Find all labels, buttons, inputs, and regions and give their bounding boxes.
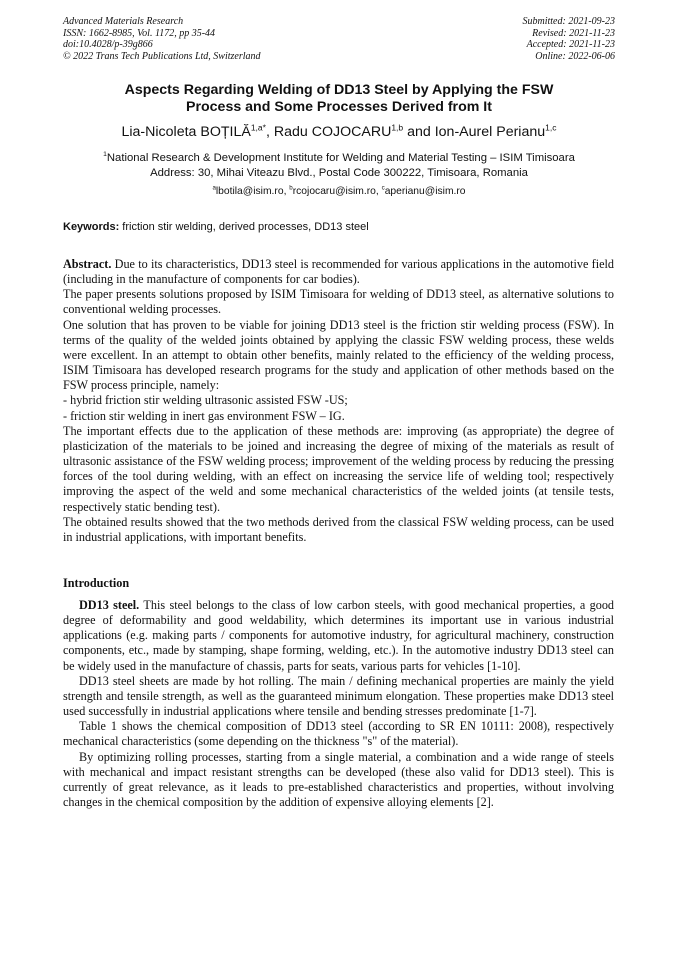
- revised-date: Revised: 2021-11-23: [532, 27, 615, 39]
- abstract-paragraph: The paper presents solutions proposed by ISIM Timisoara for welding of DD13 steel, as alternative solutions to conventional welding processes.: [63, 287, 614, 317]
- keywords-label: Keywords:: [63, 221, 120, 233]
- abstract-paragraph: [63, 257, 614, 287]
- header-right: [523, 16, 616, 62]
- keywords: [63, 221, 615, 233]
- author-name: Radu COJOCARU: [273, 124, 392, 140]
- email-sep: ,: [283, 186, 290, 197]
- author-name: Lia-Nicoleta BOȚILĂ: [121, 124, 251, 140]
- title-line-1: Aspects Regarding Welding of DD13 Steel by Applying the FSW: [124, 82, 554, 98]
- header-left: [63, 16, 261, 62]
- email-link[interactable]: rcojocaru@isim.ro: [292, 186, 376, 197]
- introduction: [63, 598, 614, 810]
- author-sup: 1,c: [545, 122, 557, 133]
- intro-text: This steel belongs to the class of low carbon steels, with good mechanical properties, a good degree of deformability and good weldability, which determines its important use in various industrial applications (e.g. making parts / components for automotive industry, for agricultural machinery, construction components, etc., made by stamping, shape forming, welding, etc.). In the automotive industry DD13 steel can be widely used in the manufacture of chassis, parts for seats, various parts for vehicles [1-10].: [63, 598, 615, 673]
- page-header: [63, 16, 615, 66]
- title-line-2: Process and Some Processes Derived from It: [186, 99, 492, 115]
- section-heading-introduction: Introduction: [63, 576, 130, 590]
- submitted-date: Submitted: 2021-09-23: [522, 16, 615, 27]
- intro-paragraph: [63, 598, 614, 674]
- abstract-list-item: - friction stir welding in inert gas environment FSW – IG.: [63, 408, 345, 423]
- email-link[interactable]: aperianu@isim.ro: [384, 186, 466, 197]
- author-sep: ,: [265, 124, 274, 140]
- abstract-list-item: - hybrid friction stir welding ultrasonic assisted FSW -US;: [63, 393, 348, 408]
- affiliation: [30, 151, 648, 181]
- intro-lead: DD13 steel.: [79, 598, 140, 612]
- abstract-label: Abstract.: [63, 257, 112, 271]
- online-date: Online: 2022-06-06: [535, 50, 615, 62]
- abstract: [63, 257, 614, 545]
- affiliation-name: National Research & Development Institute for Welding and Material Testing – ISIM Timisoara: [106, 152, 575, 164]
- author-sep: and: [403, 124, 435, 140]
- intro-paragraph: DD13 steel sheets are made by hot rolling. The main / defining mechanical properties are mainly the yield strength and tensile strength, as well as the guaranteed minimum elongation. These properties make DD13 steel used successfully in industrial applications where tensile and bending stresses predominate [1-7].: [63, 673, 614, 719]
- abstract-text: Due to its characteristics, DD13 steel is recommended for various applications in the automotive field (including in the manufacture of components for car bodies).: [63, 257, 614, 287]
- email-sup: a: [212, 184, 216, 192]
- accepted-date: Accepted: 2021-11-23: [526, 39, 615, 50]
- email-sup: c: [381, 184, 385, 192]
- author-list: [20, 124, 658, 140]
- abstract-paragraph: The obtained results showed that the two methods derived from the classical FSW welding process, can be used in industrial applications, with important benefits.: [63, 514, 614, 544]
- affiliation-address: Address: 30, Mihai Viteazu Blvd., Postal Code 300222, Timisoara, Romania: [150, 167, 528, 179]
- copyright: © 2022 Trans Tech Publications Ltd, Switzerland: [63, 50, 261, 62]
- email-link[interactable]: lbotila@isim.ro: [215, 186, 284, 197]
- author-sup: 1,a*: [250, 122, 266, 133]
- abstract-paragraph: The important effects due to the application of these methods are: improving (as appropriate) the degree of plasticization of the materials to be joined and increasing the degree of mixing of the materials as result of ultrasonic assistance of the FSW welding process; improvement of the welding process by reducing the pressing forces of the tool during welding, with an effect on increasing the service life of welding tool; respectively improving the aspect of the weld and some mechanical characteristics of the welded joints (at tensile tests, respectively static bending test).: [63, 423, 614, 514]
- paper-title: [40, 82, 638, 116]
- email-sup: b: [289, 184, 293, 192]
- affiliation-sup: 1: [103, 151, 107, 159]
- email-list: [30, 186, 648, 197]
- doi[interactable]: doi:10.4028/p-39g866: [63, 39, 153, 50]
- issn-info: ISSN: 1662-8985, Vol. 1172, pp 35-44: [63, 27, 216, 39]
- intro-paragraph: By optimizing rolling processes, starting from a single material, a combination and a wide range of steels with mechanical and impact resistant strengths can be developed (these also valid for DD13 steel). This is currently of great relevance, as it leads to pre-established characteristics and properties, without involving changes in the chemical composition by the addition of expensive alloying elements [2].: [63, 749, 614, 810]
- author-sup: 1,b: [391, 122, 404, 133]
- affiliation-line-1: [30, 151, 648, 166]
- intro-paragraph: Table 1 shows the chemical composition of DD13 steel (according to SR EN 10111: 2008), respectively mechanical characteristics (some depending on the thickness "s" of the material).: [63, 719, 614, 749]
- abstract-paragraph: One solution that has proven to be viable for joining DD13 steel is the friction stir welding process (FSW). In terms of the quality of the welded joints obtained by applying the classic FSW welding process, these welds were excellent. In an attempt to obtain other benefits, mainly related to the efficiency of the welding process, ISIM Timisoara has developed research programs for the study and application of other methods based on the FSW process principle, namely:: [63, 317, 614, 393]
- author-name: Ion-Aurel Perianu: [434, 124, 546, 140]
- email-sep: ,: [375, 186, 382, 197]
- journal-name: Advanced Materials Research: [63, 16, 184, 27]
- keywords-text: friction stir welding, derived processes, DD13 steel: [119, 221, 369, 233]
